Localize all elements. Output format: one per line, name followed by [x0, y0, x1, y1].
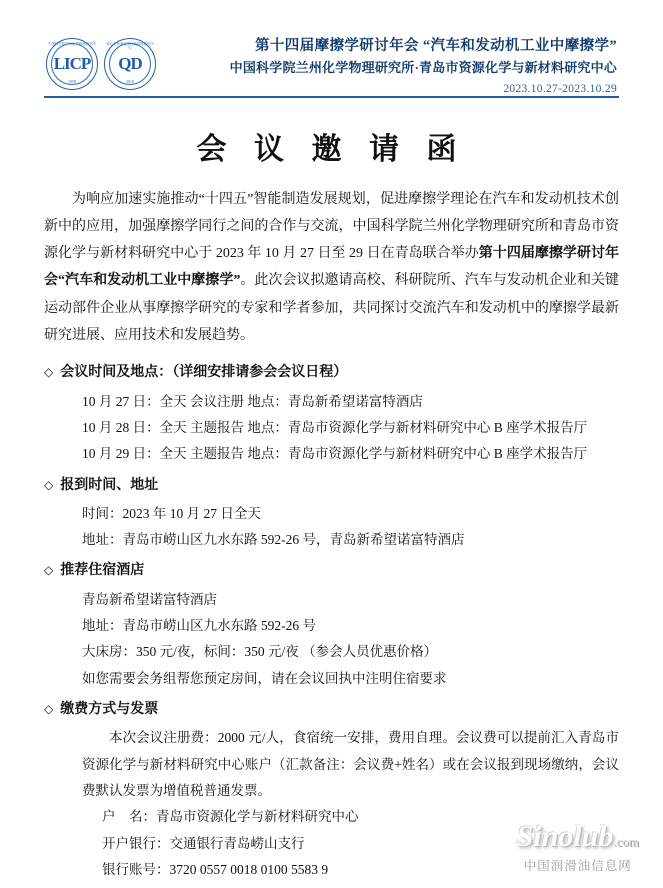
registration-line: 时间：2023 年 10 月 27 日全天	[82, 505, 261, 521]
logo-group	[46, 38, 156, 90]
logo-left-top-text: 中国科学院兰州化学物理研究所	[48, 42, 96, 46]
qingdao-center-logo-icon	[104, 38, 156, 90]
section-schedule-heading	[44, 359, 619, 386]
hotel-line: 如您需要会务组帮您预定房间，请在会议回执中注明住宿要求	[82, 670, 447, 686]
section-hotel	[44, 557, 619, 692]
bank-number-value: 3720 0557 0018 0100 5583 9	[169, 861, 329, 877]
document-header	[0, 0, 663, 95]
logo-right-mark: QD	[118, 54, 142, 73]
section-hotel-heading	[44, 557, 619, 584]
diamond-bullet-icon: ◇	[44, 477, 54, 492]
section-payment-title: 缴费方式与发票	[60, 701, 159, 717]
logo-right-bottom-text: 2019	[126, 79, 134, 84]
section-registration-title: 报到时间、地址	[60, 477, 159, 493]
logo-left-mark: LICP	[53, 54, 91, 73]
bank-number-row	[102, 857, 619, 883]
conference-name: 第十四届摩擦学研讨年会 “汽车和发动机工业中摩擦学”	[254, 38, 617, 54]
section-payment-heading	[44, 696, 619, 723]
logo-right-top-text: 青岛市资源化学与新材料研究中心	[106, 42, 154, 50]
bank-name-row	[102, 831, 619, 857]
schedule-line: 10 月 29 日：全天 主题报告 地点：青岛市资源化学与新材料研究中心 B 座学术报告厅	[82, 446, 588, 462]
hotel-line: 地址：青岛市崂山区九水东路 592-26 号	[82, 618, 316, 634]
bank-account-name-row	[102, 804, 619, 830]
bank-name-value: 交通银行青岛崂山支行	[169, 835, 305, 851]
lanzhou-institute-logo-icon	[46, 38, 98, 90]
page-title: 会 议 邀 请 函	[196, 132, 467, 166]
section-hotel-title: 推荐住宿酒店	[60, 563, 145, 579]
diamond-bullet-icon: ◇	[44, 365, 54, 380]
bank-number-label: 银行账号：	[102, 861, 170, 877]
watermark-subtitle: 中国润滑油信息网	[523, 859, 632, 873]
document-body	[0, 186, 663, 884]
payment-paragraph: 本次会议注册费：2000 元/人，食宿统一安排，费用自理。会议费可以提前汇入青岛市资源化学与新材料研究中心账户（汇款备注：会议费+姓名）或在会议报到现场缴纳，会议费默认发票为增值税普通发票。	[82, 730, 619, 798]
schedule-line: 10 月 28 日：全天 主题报告 地点：青岛市资源化学与新材料研究中心 B 座学术报告厅	[82, 419, 588, 435]
hotel-line: 青岛新希望诺富特酒店	[82, 591, 217, 607]
watermark-brand-suffix: .com	[613, 834, 639, 849]
section-schedule-title: 会议时间及地点：（详细安排请参会会议日程）	[60, 365, 348, 381]
section-payment	[44, 696, 619, 883]
section-registration-heading	[44, 472, 619, 499]
schedule-line: 10 月 27 日：全天 会议注册 地点：青岛新希望诺富特酒店	[82, 393, 423, 409]
watermark-brand-text: Sinolub	[516, 820, 614, 853]
section-registration	[44, 472, 619, 554]
section-schedule	[44, 359, 619, 467]
logo-left-bottom-text: 1958	[68, 79, 76, 84]
intro-text-b: 。此次会议拟邀请高校、科研院所、汽车与发动机企业和关键运动部件企业从事摩擦学研究的专家和学者参加，共同探讨交流汽车和发动机中的摩擦学最新研究进展、应用技术和发展趋势。	[44, 273, 620, 343]
bank-account-name-value: 青岛市资源化学与新材料研究中心	[156, 809, 359, 825]
bank-name-label: 开户银行：	[102, 835, 170, 851]
bank-account-name-label: 户 名：	[102, 809, 156, 825]
organizers: 中国科学院兰州化学物理研究所·青岛市资源化学与新材料研究中心	[229, 59, 617, 75]
registration-line: 地址：青岛市崂山区九水东路 592-26 号，青岛新希望诺富特酒店	[82, 532, 465, 548]
conference-dates: 2023.10.27-2023.10.29	[503, 82, 617, 95]
diamond-bullet-icon: ◇	[44, 563, 54, 578]
intro-text-a: 为响应加速实施推动“十四五”智能制造发展规划，促进摩擦学理论在汽车和发动机技术创新中的应用，加强摩擦学同行之间的合作与交流，中国科学院兰州化学物理研究所和青岛市资源化学与新材料研究中心于 2023 年 10 月 27 日至 29 日在青岛联合举办	[44, 191, 619, 262]
hotel-line: 大床房：350 元/夜，标间：350 元/夜 （参会人员优惠价格）	[82, 644, 438, 660]
intro-paragraph	[44, 186, 619, 350]
diamond-bullet-icon: ◇	[44, 701, 54, 716]
intro-text-bold: 第十四届摩擦学研讨年会“汽车和发动机工业中摩擦学”	[44, 246, 620, 289]
